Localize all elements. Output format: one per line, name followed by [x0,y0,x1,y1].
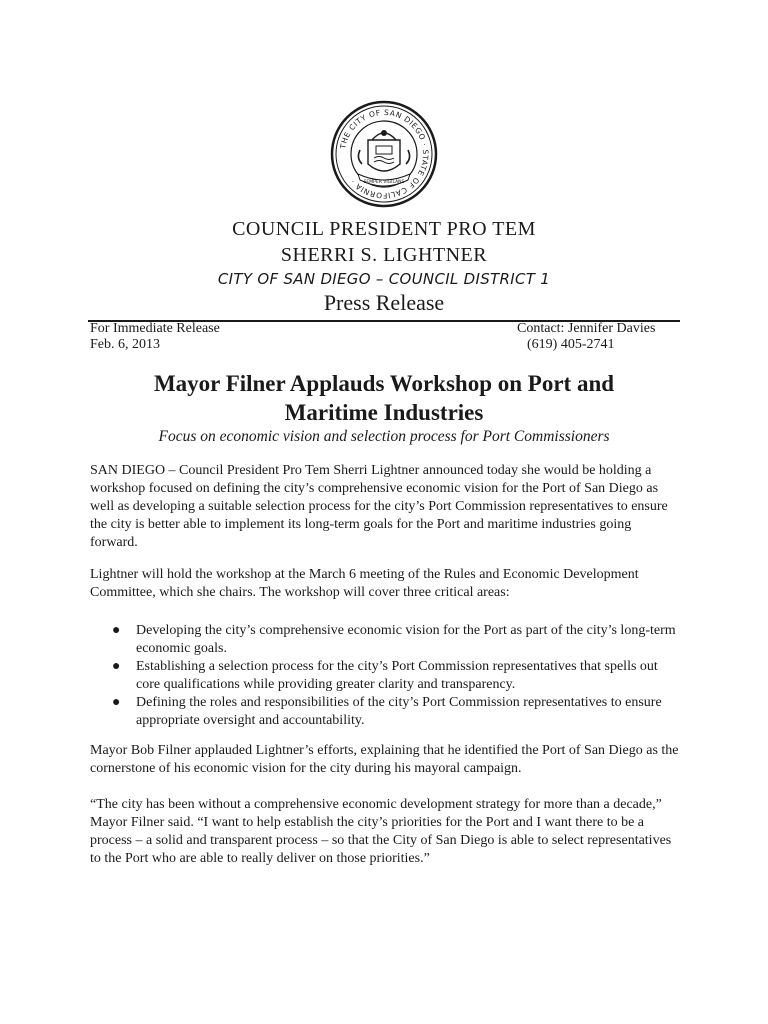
header-title: COUNCIL PRESIDENT PRO TEM [232,218,536,240]
press-release-label: Press Release [323,290,445,315]
list-item [108,694,680,730]
headline-line-1: Mayor Filner Applauds Workshop on Port and [153,371,615,396]
paragraph-mayor: Mayor Bob Filner applauded Lightner’s efforts, explaining that he identified the Port of San Diego as the cornerstone of his economic vision for the city during his mayoral campaign. [90,743,679,776]
seal-motto: SEMPER VIGILANS [363,180,405,185]
headline [0,369,768,427]
contact-name: Contact: Jennifer Davies [517,321,656,336]
contact-phone: (619) 405-2741 [527,337,615,352]
header-name: SHERRI S. LIGHTNER [280,244,488,266]
list-item [108,622,680,658]
list-item-text: Establishing a selection process for the city’s Port Commission representatives that spells out core qualifications while providing greater clarity and transparency. [136,659,658,692]
paragraph-workshop: Lightner will hold the workshop at the March 6 meeting of the Rules and Economic Development Committee, which she chairs. The workshop will cover three critical areas: [90,567,639,600]
list-item [108,658,680,694]
bullet-icon: ● [112,623,121,638]
headline-line-2: Maritime Industries [284,400,484,425]
list-item-text: Defining the roles and responsibilities of the city’s Port Commission representatives to ensure appropriate oversight and accountability. [136,695,662,728]
list-item-text: Developing the city’s comprehensive economic vision for the Port as part of the city’s long-term economic goals. [136,623,676,656]
city-seal-icon [330,100,438,208]
subheadline: Focus on economic vision and selection process for Port Commissioners [158,428,610,445]
paragraph-quote: “The city has been without a comprehensive economic development strategy for more than a decade,” Mayor Filner said. “I want to help establish the city’s priorities for the Port and I want there to be a process – a solid and transparent process – so that the City of San Diego is able to select representatives to the Port who are able to really deliver on those priorities.” [90,797,672,866]
release-date: Feb. 6, 2013 [90,337,160,352]
city-seal [330,100,438,208]
header-district: CITY OF SAN DIEGO – COUNCIL DISTRICT 1 [217,270,551,288]
bullet-icon: ● [112,695,121,710]
bullet-list [108,622,680,730]
bullet-icon: ● [112,659,121,674]
paragraph-intro: SAN DIEGO – Council President Pro Tem Sherri Lightner announced today she would be holding a workshop focused on defining the city’s comprehensive economic vision for the Port of San Diego as well as developing a suitable selection process for the city’s Port Commission representatives to ensure the city is better able to implement its long-term goals for the Port and maritime industries going forward. [90,463,668,550]
seal-ring-text: THE CITY OF SAN DIEGO · STATE OF CALIFORNIA · [338,107,431,201]
release-notice: For Immediate Release [90,321,220,336]
